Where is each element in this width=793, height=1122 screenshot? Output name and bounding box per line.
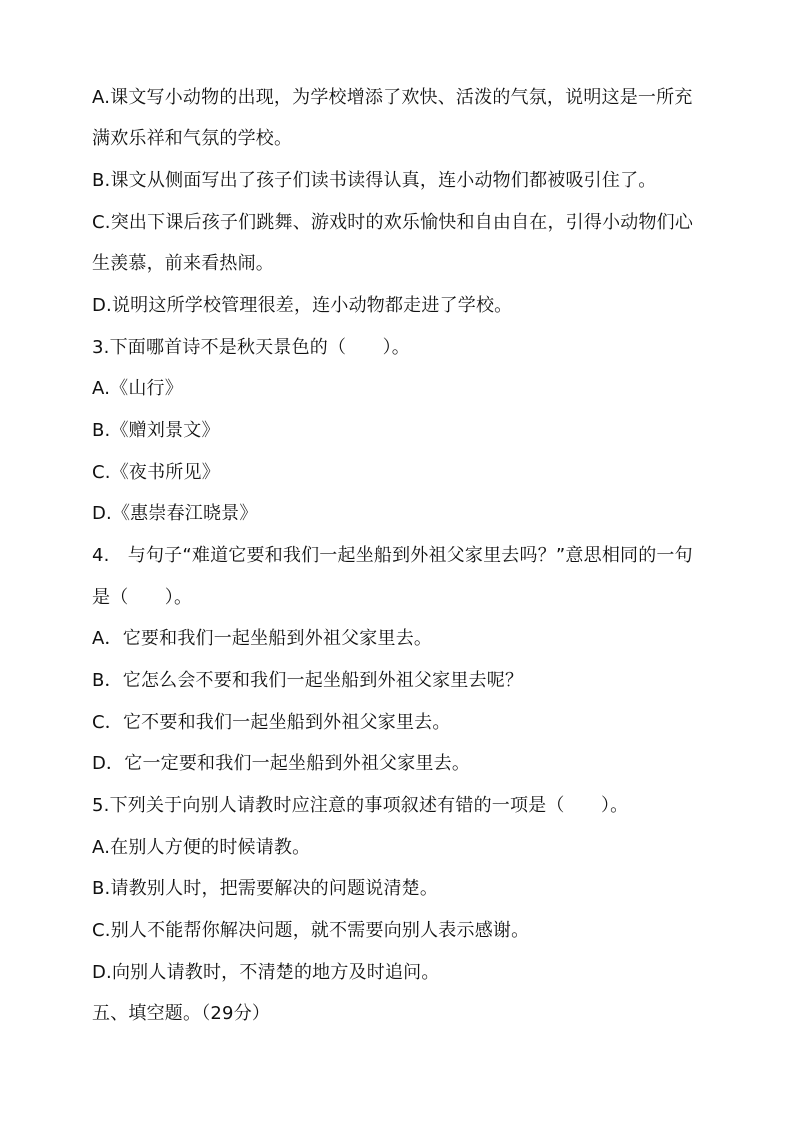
q3-option-b: B.《赠刘景文》 [92,420,220,441]
q2-option-a-line1: A.课文写小动物的出现，为学校增添了欢快、活泼的气氛，说明这是一所充 [92,87,693,108]
section-5-heading: 五、填空题。（29分） [92,1003,271,1024]
q2-option-c-line2: 生羡慕，前来看热闹。 [92,253,274,274]
q4-option-c: C．它不要和我们一起坐船到外祖父家里去。 [92,712,451,733]
q4-option-a: A．它要和我们一起坐船到外祖父家里去。 [92,628,433,649]
q3-option-c: C.《夜书所见》 [92,462,220,483]
q3-option-a: A.《山行》 [92,378,183,399]
q2-option-d: D.说明这所学校管理很差，连小动物都走进了学校。 [92,295,513,316]
question-3: 3.下面哪首诗不是秋天景色的（ ）。 [92,337,410,358]
q5-option-d: D.向别人请教时，不清楚的地方及时追问。 [92,962,440,983]
q2-option-c-line1: C.突出下课后孩子们跳舞、游戏时的欢乐愉快和自由自在，引得小动物们心 [92,212,694,233]
q3-option-d: D.《惠崇春江晓景》 [92,503,258,524]
q5-option-a: A.在别人方便的时候请教。 [92,837,311,858]
question-4-line1: 4. 与句子“难道它要和我们一起坐船到外祖父家里去吗？”意思相同的一句 [92,545,693,566]
q4-option-d: D．它一定要和我们一起坐船到外祖父家里去。 [92,753,471,774]
q2-option-a-line2: 满欢乐祥和气氛的学校。 [92,128,293,149]
question-4-line2: 是（ ）。 [92,587,193,608]
q4-option-b: B．它怎么会不要和我们一起坐船到外祖父家里去呢？ [92,670,524,691]
q5-option-b: B.请教别人时，把需要解决的问题说清楚。 [92,878,439,899]
q5-option-c: C.别人不能帮你解决问题，就不需要向别人表示感谢。 [92,920,530,941]
q2-option-b: B.课文从侧面写出了孩子们读书读得认真，连小动物们都被吸引住了。 [92,170,657,191]
question-5: 5.下列关于向别人请教时应注意的事项叙述有错的一项是（ ）。 [92,795,629,816]
